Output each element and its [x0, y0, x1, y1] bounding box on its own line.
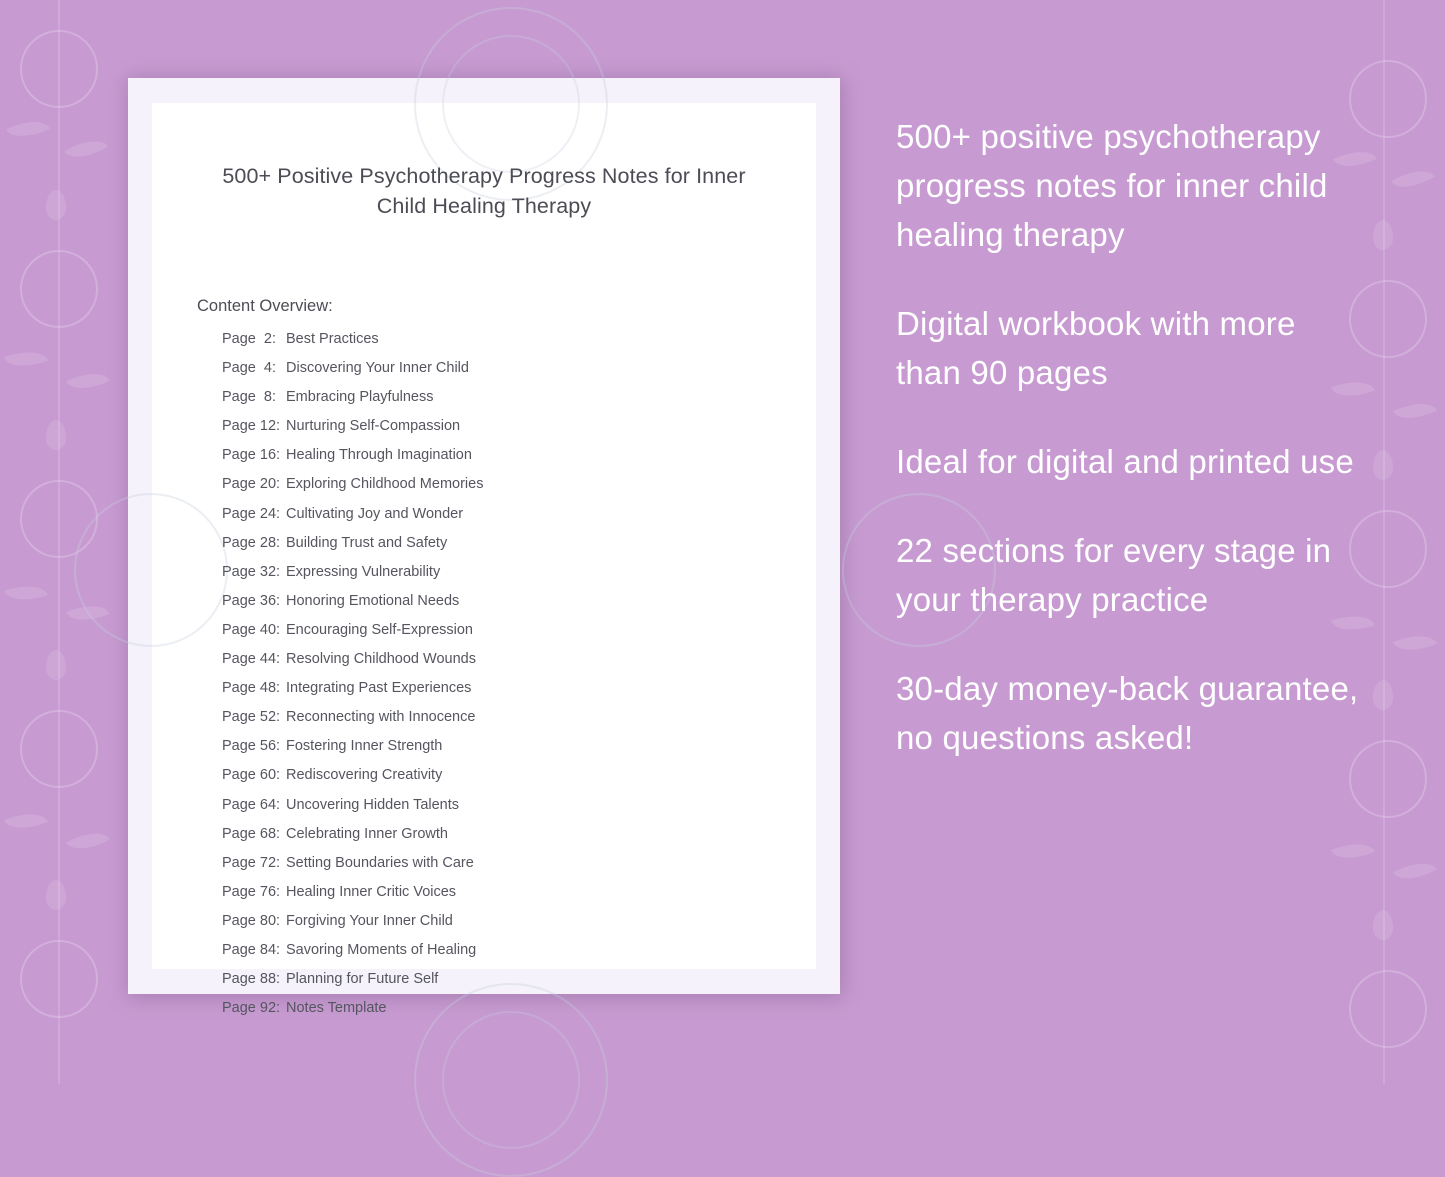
- toc-row: [222, 447, 782, 476]
- toc-row: [222, 680, 782, 709]
- toc-entry-title: Fostering Inner Strength: [286, 738, 443, 755]
- toc-row: [222, 506, 782, 535]
- toc-entry-title: Embracing Playfulness: [286, 389, 434, 406]
- toc-row: [222, 389, 782, 418]
- toc-row: [222, 331, 782, 360]
- toc-page-number: Page 72:: [222, 854, 281, 871]
- toc-entry-title: Forgiving Your Inner Child: [286, 912, 453, 929]
- toc-page-number: Page 4:: [222, 360, 277, 377]
- toc-row: [222, 942, 782, 971]
- toc-entry-title: Expressing Vulnerability: [286, 563, 441, 580]
- toc-page-number: Page 60:: [222, 767, 281, 784]
- toc-page-number: Page 76:: [222, 883, 281, 900]
- toc-page-number: Page 80:: [222, 912, 281, 929]
- toc-entry-title: Uncovering Hidden Talents: [286, 796, 460, 813]
- marketing-line: Digital workbook with more than 90 pages: [896, 305, 1296, 391]
- toc-page-number: Page 56:: [222, 738, 281, 755]
- toc-row: [222, 797, 782, 826]
- marketing-line: 30-day money-back guarantee, no questions asked!: [896, 670, 1359, 756]
- toc-page-number: Page 28:: [222, 534, 281, 551]
- toc-row: [222, 855, 782, 884]
- toc-row: [222, 826, 782, 855]
- content-overview-label: Content Overview:: [197, 297, 333, 315]
- toc-row: [222, 1000, 782, 1029]
- toc-page-number: Page 32:: [222, 563, 281, 580]
- floral-border-left: [0, 0, 120, 1084]
- toc-entry-title: Planning for Future Self: [286, 971, 439, 988]
- toc-row: [222, 564, 782, 593]
- marketing-line: Ideal for digital and printed use: [896, 443, 1354, 480]
- toc-row: [222, 767, 782, 796]
- marketing-line: 500+ positive psychotherapy progress notes for inner child healing therapy: [896, 118, 1328, 253]
- toc-entry-title: Healing Through Imagination: [286, 447, 472, 464]
- toc-page-number: Page 84:: [222, 941, 281, 958]
- toc-entry-title: Integrating Past Experiences: [286, 680, 472, 697]
- toc-entry-title: Exploring Childhood Memories: [286, 476, 484, 493]
- toc-row: [222, 884, 782, 913]
- toc-entry-title: Nurturing Self-Compassion: [286, 418, 461, 435]
- toc-row: [222, 593, 782, 622]
- toc-row: [222, 360, 782, 389]
- toc-row: [222, 913, 782, 942]
- toc-page-number: Page 48:: [222, 680, 281, 697]
- toc-entry-title: Savoring Moments of Healing: [286, 941, 477, 958]
- toc-row: [222, 709, 782, 738]
- mandala-decoration-left-icon: [74, 493, 228, 647]
- toc-row: [222, 535, 782, 564]
- toc-row: [222, 622, 782, 651]
- toc-entry-title: Cultivating Joy and Wonder: [286, 505, 464, 522]
- toc-row: [222, 476, 782, 505]
- toc-entry-title: Healing Inner Critic Voices: [286, 883, 457, 900]
- toc-page-number: Page 68:: [222, 825, 281, 842]
- toc-page-number: Page 8:: [222, 389, 277, 406]
- toc-entry-title: Resolving Childhood Wounds: [286, 651, 476, 668]
- marketing-line: 22 sections for every stage in your therapy practice: [896, 532, 1332, 618]
- toc-page-number: Page 92:: [222, 1000, 281, 1017]
- toc-page-number: Page 16:: [222, 447, 281, 464]
- toc-entry-title: Building Trust and Safety: [286, 534, 448, 551]
- page-title: 500+ Positive Psychotherapy Progress Notes for Inner Child Healing Therapy: [222, 164, 746, 218]
- toc-row: [222, 651, 782, 680]
- toc-entry-title: Setting Boundaries with Care: [286, 854, 474, 871]
- toc-page-number: Page 52:: [222, 709, 281, 726]
- toc-page-number: Page 12:: [222, 418, 281, 435]
- toc-page-number: Page 24:: [222, 505, 281, 522]
- document-page: [152, 103, 816, 1017]
- toc-page-number: Page 44:: [222, 651, 281, 668]
- toc-entry-title: Celebrating Inner Growth: [286, 825, 448, 842]
- toc-page-number: Page 20:: [222, 476, 281, 493]
- toc-page-number: Page 40:: [222, 621, 281, 638]
- toc-row: [222, 971, 782, 1000]
- toc-page-number: Page 88:: [222, 971, 281, 988]
- toc-page-number: Page 64:: [222, 796, 281, 813]
- marketing-copy: [896, 112, 1366, 762]
- toc-entry-title: Discovering Your Inner Child: [286, 360, 469, 377]
- toc-entry-title: Reconnecting with Innocence: [286, 709, 476, 726]
- toc-entry-title: Honoring Emotional Needs: [286, 592, 460, 609]
- toc-entry-title: Rediscovering Creativity: [286, 767, 443, 784]
- toc-row: [222, 738, 782, 767]
- toc-entry-title: Best Practices: [286, 331, 379, 347]
- toc-entry-title: Encouraging Self-Expression: [286, 621, 473, 638]
- toc-row: [222, 418, 782, 447]
- toc-page-number: Page 2:: [222, 331, 277, 347]
- toc-entry-title: Notes Template: [286, 1000, 387, 1017]
- document-card: [128, 78, 840, 1017]
- table-of-contents: [222, 331, 782, 1029]
- toc-page-number: Page 36:: [222, 592, 281, 609]
